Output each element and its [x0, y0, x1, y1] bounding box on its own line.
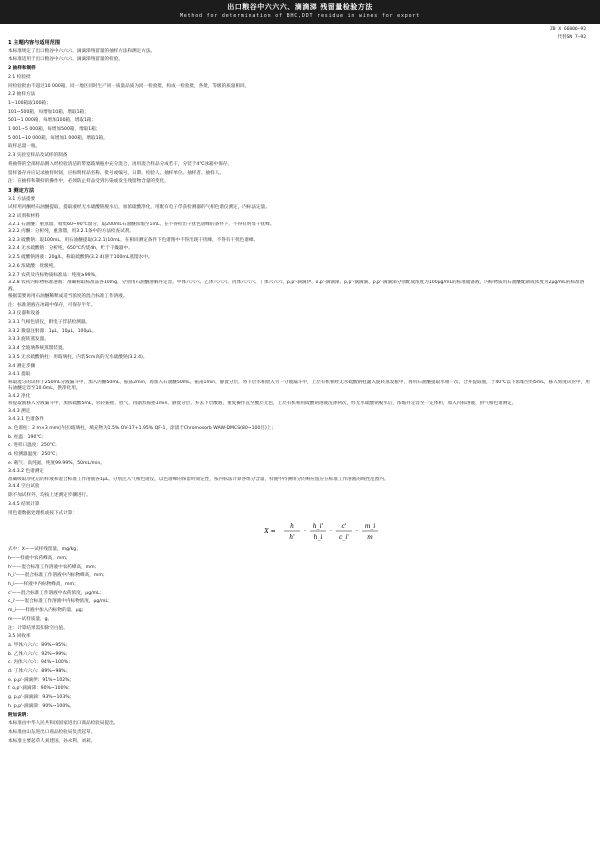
body-line: 3.2.7 农药及内标物质标准品：纯度≥99%。 — [8, 272, 100, 278]
body-line: c'——混合标准工作溶液中农药浓度，μg/mL； — [8, 590, 105, 596]
body-line: 3.3.2 微量注射器：1μL，10μL，100μL。 — [8, 328, 97, 334]
body-line: 1 001~5 000箱，每增加500箱，增取1箱； — [8, 127, 101, 133]
body-line: 101~500箱，每增加10箱，增取1箱； — [8, 109, 89, 115]
formula-numerator: c' — [341, 523, 347, 531]
formula-denominator: h_i — [313, 534, 323, 542]
body-line: 本标准由中华人民共和国国家进出口商品检验局提出。 — [8, 721, 119, 727]
body-line: 称取混匀的试样于250mL分液漏斗中，加入丙酮50mL，振荡2min，再加入石油醚50mL，振荡1min，静置分层，将下层水相放入另一分液漏斗中，上层有机相经无水硫酸钠柱滤入旋转蒸发瓶中，再用石油醚提取水相一次，合并提取液，于40℃以下浓缩至约5mL，移入刻度试管中，用石油醚定容至10.0mL，供净化用。 — [8, 379, 590, 392]
body-line: a. 色谱柱：2 m×3 mm(内径)玻璃柱，填充物为1.5% OV-17+1.95% QF-1，涂渍于Chromosorb WAW-DMCS(80~100目)上； — [8, 425, 276, 431]
formula-lhs: X = — [264, 528, 276, 536]
body-line: 3.3.5 无水硫酸钠柱：用玻璃柱，内装5cm高的无水硫酸钠(3.2.4)。 — [8, 354, 148, 360]
body-line: c_i'——混合标准工作溶液中内标物浓度，μg/mL； — [8, 599, 113, 605]
body-line: 3.2.1 石油醚：重蒸馏，收集60~90℃馏分，取200mL石油醚浓缩至1mL，在不得检出干扰色谱峰的条件下，不得有明显干扰峰。 — [8, 221, 275, 227]
body-line: m——试样质量，g。 — [8, 616, 53, 622]
body-line: h. p,p'-滴滴涕：90%~100%。 — [8, 703, 75, 709]
body-line: g. p,p'-滴滴滴：93%~103%； — [8, 695, 75, 701]
body-line: 用色谱数据处理机或按下式计算： — [8, 510, 77, 516]
body-line: 3.3.4 全玻璃系统蒸馏装置。 — [8, 346, 68, 352]
body-line: 5 001~10 000箱，每增加1 000箱，增取1箱。 — [8, 135, 108, 141]
body-line: 3.4.3.1 色谱条件 — [8, 417, 44, 423]
body-line: 留样备存并应记录抽样时间，应标明样品名称、批号或编号、日期、检验人、抽样单位、抽样者、抽样人。 — [8, 170, 224, 176]
body-line: f. o,p'-滴滴涕：90%~100%； — [8, 686, 73, 692]
section-heading: 3 测定方法 — [8, 187, 35, 194]
formula-multiply: · — [356, 528, 358, 536]
body-line: 本标准主要起草人刘建国、孙永利、刘莉。 — [8, 738, 96, 744]
formula-denominator: c_i' — [339, 534, 349, 542]
body-line: 3.3.1 气相色谱仪，附电子俘获检测器。 — [8, 319, 91, 325]
body-line: e. 载气：高纯氮，纯度99.99%，50mL/min。 — [8, 460, 105, 466]
calculation-formula — [8, 518, 592, 546]
body-line: 本标准规定了出口粮谷中六六六、滴滴涕残留量的抽样方法和测定方法。 — [8, 48, 156, 54]
body-line: b. 乙体六六六：92%~99%； — [8, 651, 71, 657]
formula-numerator: h_i' — [312, 523, 324, 531]
body-line: 3.3.3 旋转蒸发器。 — [8, 337, 49, 343]
body-line: 式中：X——试样残留量，mg/kg； — [8, 547, 81, 553]
body-line: 将抽得的全部样品倒入经检验清洁的带塞玻璃瓶中充分混合，再用混合样品分成若干，分装于4℃冰箱中保存。 — [8, 161, 232, 167]
body-line: c. 进样口温度：250℃； — [8, 443, 60, 449]
body-line: 2.2 抽样方法 — [8, 92, 36, 98]
body-line: e. p,p'-滴滴伊：91%~102%； — [8, 677, 75, 683]
standard-replaces: 代替SN 7—92 — [557, 35, 586, 40]
body-line: 3.2 试剂和材料 — [8, 214, 40, 220]
document-subtitle: Method for determination of BHC,DDT residue in wines for export — [179, 13, 421, 19]
document-title: 出口粮谷中六六六、滴滴涕 残留量检验方法 — [227, 3, 373, 11]
body-line: c. 丙体六六六：94%~100%； — [8, 660, 73, 666]
body-line: h_i——样液中内标物峰高，mm； — [8, 582, 79, 588]
body-line: 3.4.3 测定 — [8, 408, 31, 414]
body-line: 3.4.2 净化 — [8, 393, 31, 399]
body-line: 3.4 测定步骤 — [8, 363, 36, 369]
formula-denominator: m — [367, 534, 373, 542]
body-line: h——样液中农药峰高，mm； — [8, 555, 71, 561]
formula-denominator: h' — [289, 534, 295, 542]
body-line: 同检验批由不超过10 000箱，同一地区同时生产同一质量品质为同一检验批，构成一检验批，各批，等级的质量相同。 — [8, 83, 250, 89]
body-line: 3.4.3.2 色谱测定 — [8, 469, 44, 475]
body-line: d. 检测器温度：250℃； — [8, 452, 60, 458]
body-line: 除不加试样外，均按上述测定步骤进行。 — [8, 493, 91, 499]
formula-multiply: · — [330, 528, 332, 536]
body-line: m_i——样液中加入内标物的量，μg； — [8, 608, 87, 614]
body-line: 3.1 方法提要 — [8, 196, 36, 202]
body-line: 本标准由山东进出口商品检验局负责起草。 — [8, 730, 96, 735]
body-line: d. 丁体六六六：89%~98%； — [8, 669, 71, 675]
body-line: 3.2.2 丙酮：分析纯，重蒸馏，用3.2.1条中的方法检查试剂。 — [8, 229, 134, 235]
body-line: 注：计算结果需扣除空白值。 — [8, 625, 68, 631]
body-line: h'——混合标准工作溶液中农药峰高，mm； — [8, 564, 100, 570]
formula-numerator: h — [290, 523, 294, 531]
body-line: 3.2.3 硫酸钠：取100mL，用石油醚提取(3.2.1)10mL，在相同测定条件下色谱图中不得出现干扰峰，不得有干扰色谱峰。 — [8, 237, 259, 243]
formula-multiply: · — [304, 528, 306, 536]
body-line: 3.2.6 浓硫酸：优级纯。 — [8, 263, 58, 269]
body-line: 2.1 检验批 — [8, 74, 31, 80]
body-line: 3.2.5 硫酸钠溶液：20g/L，称取硫酸钠(3.2.4)溶于100mL蒸馏水中。 — [8, 255, 153, 261]
formula-graphic — [262, 518, 392, 544]
body-line: 本标准适用于出口粮谷中六六六、滴滴涕残留量的检验。 — [8, 57, 123, 63]
body-line: 根据需要再用石油醚稀释成适当浓度的混合标准工作溶液。 — [8, 293, 128, 299]
body-line: 3.5 回收率 — [8, 634, 31, 640]
body-line: 501~1 000箱，每增加100箱，增取1箱； — [8, 118, 96, 124]
section-heading: 1 主题内容与适用范围 — [8, 40, 61, 46]
body-line: 3.3 仪器和设备 — [8, 311, 40, 317]
body-line: 注：标准溶液在冰箱中保存，可保存半年。 — [8, 302, 96, 308]
body-line: a. 甲体六六六：89%~95%； — [8, 642, 71, 648]
body-line: 注：在抽样和制样的操作中，必须防止样品受到污染或发生残留物含量的变化。 — [8, 179, 169, 185]
body-line: 3.2.8 农药内标物标准溶液：准确称取标准品各10mg，分别用石油醚溶解并定容。甲体六六六、乙体六六六、丙体六六六、丁体六六六、p,p'-滴滴伊、o,p'-滴滴涕、p,p'-滴滴滴、p,p'-滴滴涕分别配成浓度为100μg/mL的标准储备液，内标物质用石油醚配制成浓度为2μg/mL的标准溶液。 — [8, 280, 585, 292]
body-line: 3.4.1 提取 — [8, 372, 31, 378]
body-line: b. 柱温：190℃； — [8, 434, 47, 440]
body-line: 3.2.4 无水硫酸钠：分析纯，650℃灼烧4h，贮于干燥器中。 — [8, 246, 133, 252]
body-line: h_i'——混合标准工作溶液中内标物峰高，mm； — [8, 573, 108, 579]
body-line: 3.4.5 结果计算 — [8, 501, 40, 507]
body-line: 准确吸取净化后的样液和混合标准工作溶液各1μL，分别注入气相色谱仪，以色谱峰的保留时间定性，按内标法计算各组分含量，样液中待测组分的响应值应在标准工作溶液的线性范围内。 — [8, 477, 389, 483]
body-line: 1~100箱取100箱； — [8, 100, 51, 106]
body-line: 2.3 实验室样品及试样的制备 — [8, 153, 68, 159]
standard-code: ZB X 66006—92 — [550, 27, 586, 32]
body-line: 将提取液移入分液漏斗中，加浓硫酸5mL，轻轻振摇，放气，再剧烈振摇1min，静置分层，弃去下层酸液，重复操作直至酸层无色，上层有机相用硫酸钠溶液洗涤两次，经无水硫酸钠脱水后，浓缩并定容至一定体积，加入内标溶液，供气相色谱测定。 — [8, 401, 517, 407]
body-line: 取样总量一瓶。 — [8, 144, 41, 150]
section-heading: 2 抽样和制样 — [8, 66, 36, 72]
body-line: 试样用丙酮经石油醚提取，提取液经无水硫酸钠脱水后，加浓硫酸净化，用配有电子俘获检测器的气相色谱仪测定，内标法定量。 — [8, 205, 270, 211]
formula-numerator: m_i — [364, 523, 376, 531]
section-heading: 附加说明： — [8, 712, 31, 718]
document-body — [8, 39, 592, 746]
body-line: 3.4.4 空白试验 — [8, 484, 40, 490]
